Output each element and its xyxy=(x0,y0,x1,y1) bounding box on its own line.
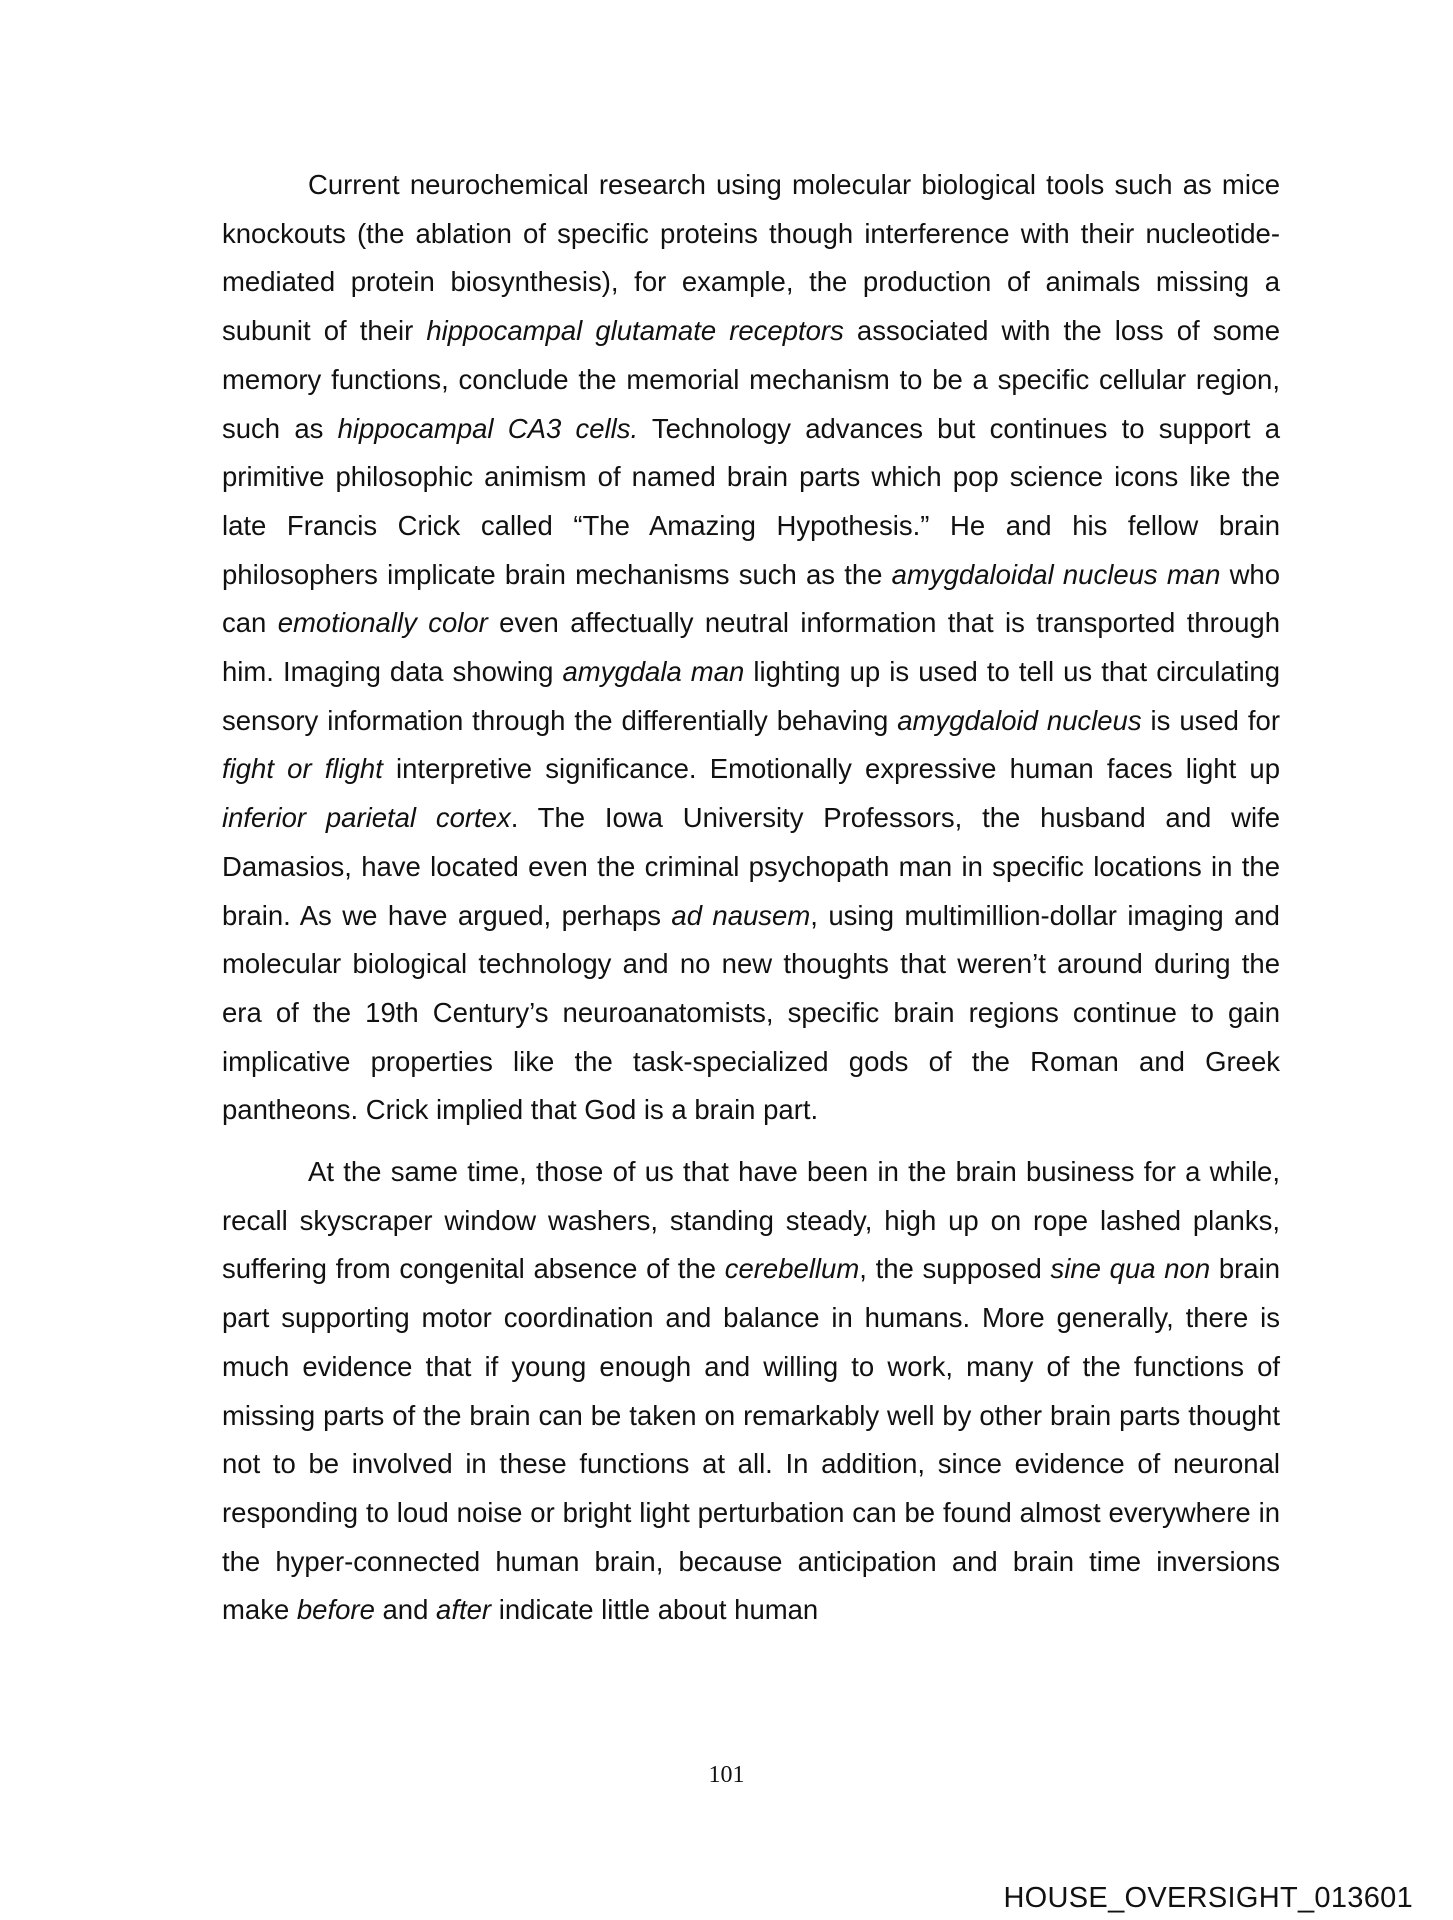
italic-term: amygdaloidal nucleus man xyxy=(891,558,1221,590)
text-segment: Technology advances but continues to support a primitive philosophic animism of named brain parts which pop science icons like the late Francis Crick called “The Amazing Hypothesis.” He and his fellow brain philosophers implicate brain mechanisms such as the xyxy=(222,412,1280,590)
italic-term: hippocampal CA3 cells. xyxy=(337,412,639,444)
bates-stamp: HOUSE_OVERSIGHT_013601 xyxy=(1003,1882,1413,1914)
text-segment: even affectually neutral information that is transported through him. Imaging data showing xyxy=(222,607,1280,688)
italic-term: cerebellum xyxy=(724,1253,860,1285)
italic-term: amygdala man xyxy=(562,656,745,688)
text-segment: , using multimillion-dollar imaging and molecular biological technology and no new thoughts that weren’t around during the era of the 19th Century’s neuroanatomists, specific brain regions continue to gain implicative properties like the task-specialized gods of the Roman and Greek pantheons. Crick implied that God is a brain part. xyxy=(222,899,1280,1126)
text-segment: indicate little about human xyxy=(491,1594,819,1626)
italic-term: fight or flight xyxy=(222,753,383,785)
text-segment: associated with the loss of some memory functions, conclude the memorial mechanism to be a specific cellular region, such as xyxy=(222,315,1280,444)
italic-term: amygdaloid nucleus xyxy=(897,704,1142,736)
italic-term: hippocampal glutamate receptors xyxy=(426,315,844,347)
italic-term: ad nausem xyxy=(671,899,811,931)
paragraph-1 xyxy=(222,161,1280,1135)
text-segment: Current neurochemical research using molecular biological tools such as mice knockouts (the ablation of specific proteins though interference with their nucleotide-mediated protein biosynthesis), for example, the production of animals missing a subunit of their xyxy=(222,169,1280,347)
text-segment: brain part supporting motor coordination and balance in humans. More generally, there is much evidence that if young enough and willing to work, many of the functions of missing parts of the brain can be taken on remarkably well by other brain parts thought not to be involved in these functions at all. In addition, since evidence of neuronal responding to loud noise or bright light perturbation can be found almost everywhere in the hyper-connected human brain, because anticipation and brain time inversions make xyxy=(222,1253,1280,1626)
body-text xyxy=(222,161,1280,1648)
italic-term: inferior parietal cortex xyxy=(222,802,511,834)
text-segment: interpretive significance. Emotionally expressive human faces light up xyxy=(382,753,1280,785)
text-segment: . The Iowa University Professors, the husband and wife Damasios, have located even the criminal psychopath man in specific locations in the brain. As we have argued, perhaps xyxy=(222,802,1281,931)
italic-term: before xyxy=(296,1594,375,1626)
text-segment: At the same time, those of us that have been in the brain business for a while, recall skyscraper window washers, standing steady, high up on rope lashed planks, suffering from congenital absence of the xyxy=(222,1156,1280,1285)
italic-term: sine qua non xyxy=(1050,1253,1211,1285)
paragraph-2 xyxy=(222,1148,1280,1635)
italic-term: after xyxy=(436,1594,492,1626)
italic-term: emotionally color xyxy=(277,607,488,639)
text-segment: and xyxy=(374,1594,437,1626)
page-number: 101 xyxy=(708,1762,745,1788)
text-segment: is used for xyxy=(1141,704,1280,736)
text-segment: who can xyxy=(222,558,1281,639)
text-segment: lighting up is used to tell us that circulating sensory information through the differentially behaving xyxy=(222,656,1280,736)
text-segment: , the supposed xyxy=(859,1253,1051,1285)
